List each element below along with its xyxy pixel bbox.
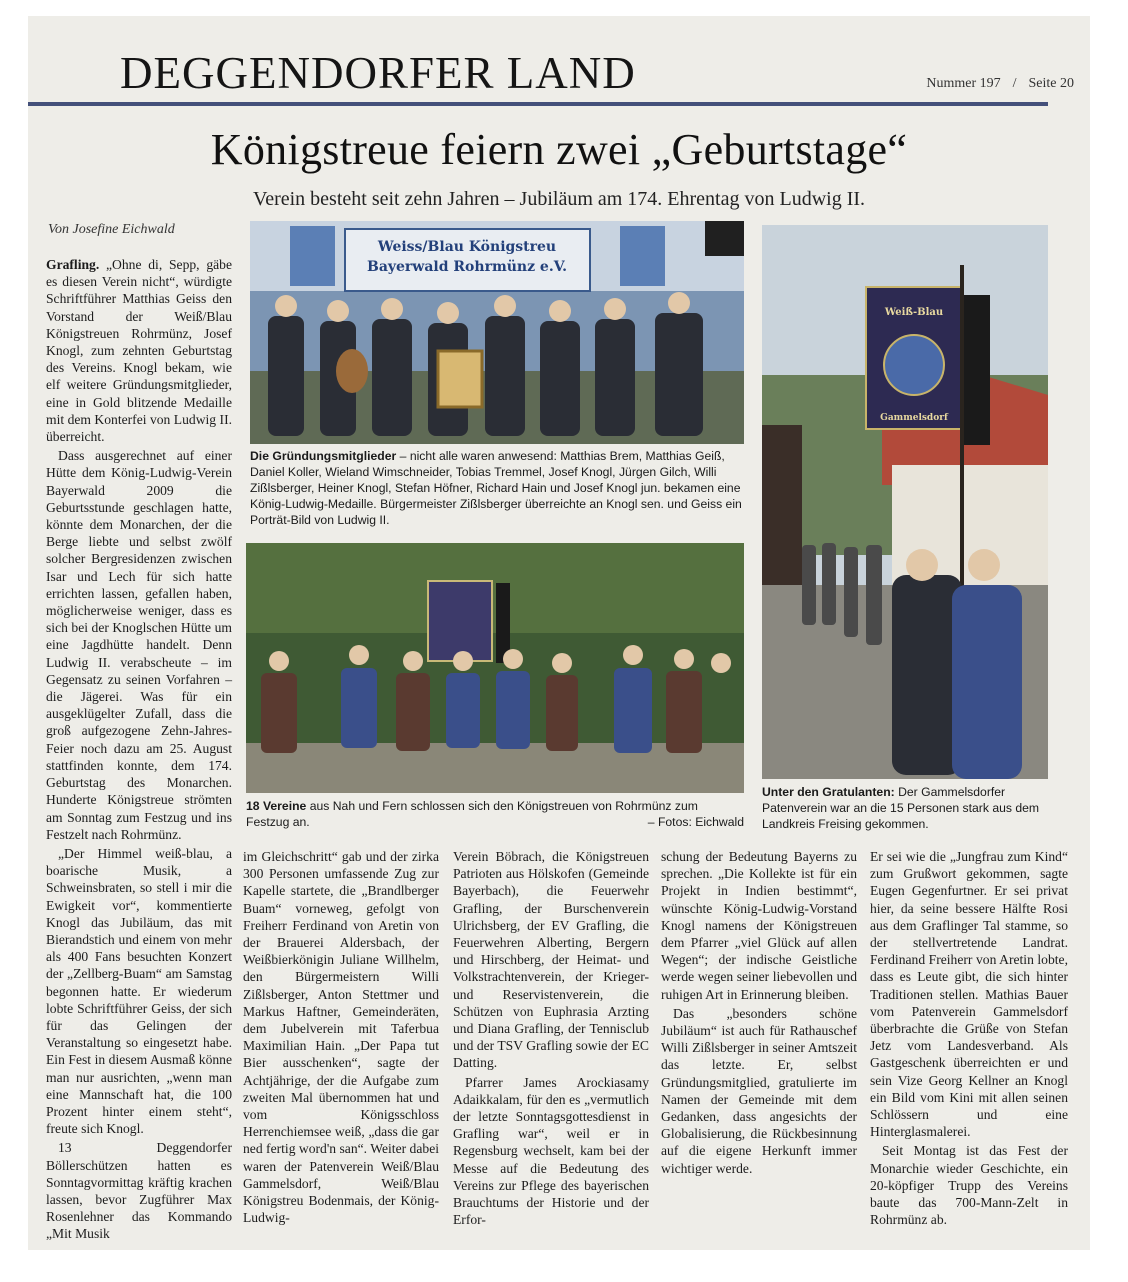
paragraph: Er sei wie die „Jungfrau zum Kind“ zum Grußwort gekommen, sagte Eugen Gegenfurtner. Er sei privat hier, da seine bessere Hälfte Rosi aus dem Graflinger Tal stamme, so der stellvertretende Landrat. Ferdinand Freiherr von Aretin lobte, dass es Leute gibt, die sich hinter Traditionen stellen. Mathias Bauer vom Patenverein Gammelsdorf überbrachte die Grüße von Stefan Jetz vom Landesverband. Als Gastgeschenk überreichten er und sein Vize Georg Kellner an Knogl ein Bild vom Kini mit allen seinen Schlössern und eine Hinterglasmalerei. bbox=[870, 849, 1068, 1140]
article-column-2 bbox=[243, 848, 439, 1228]
paragraph: 13 Deggendorfer Böllerschützen hatten es Sonntagvormittag kräftig krachen lassen, bevor Zugführer Max Rosenlehner das Kommando „Mit Musik bbox=[46, 1140, 232, 1242]
caption-clubs-group bbox=[246, 798, 744, 830]
paragraph: „Der Himmel weiß-blau, a boarische Musik, a Schweinsbraten, so stell i mir die Ewigkeit vor“, kommentierte Knogl das Jubiläum, das mit Bierandstich und einem von mehr als 400 Fans besuchten Konzert der „Zellberg-Buam“ am Samstag begonnen hatte. Er wiederum lobte Schriftführer Geiss, der sich für das Gelingen der Veranstaltung so eingesetzt habe. Ein Fest in diesem Ausmaß könne man nur ausrichten, „wenn man eine Mannschaft hat, die 100 Prozent hinter einem steht“, freute sich Knogl. bbox=[46, 845, 232, 1137]
caption-lead: Unter den Gratulanten: bbox=[762, 785, 895, 799]
caption-text: – nicht alle waren anwesend: Matthias Brem, Matthias Geiß, Daniel Koller, Wieland Wimschneider, Tobias Tremmel, Josef Knogl, Jürgen Gilch, Willi Zißlsberger, Heiner Knogl, Stefan Höfner, Richard Hain und Josef Knogl jun. bekamen eine König-Ludwig-Medaille. Bürgermeister Zißlsberger überreichte an Knogl sen. und Geiss ein Porträt-Bild von Ludwig II. bbox=[250, 449, 742, 527]
paragraph: Verein Böbrach, die Königstreuen Patrioten aus Hölskofen (Gemeinde Bayerbach), die Feuerwehr Grafling, der Burschenverein Ulrichsberg, der EV Grafling, die Feuerwehren Alberting, Bergern und Hirschberg, der Heimat- und Volkstrachtenverein, der Krieger- und Reservistenverein, die Schützen von Euphrasia Arzting und Diana Grafling, der Tennisclub und der TSV Grafling sowie der EC Datting. bbox=[453, 849, 649, 1071]
caption-founding-members bbox=[250, 448, 744, 528]
article-column-4 bbox=[661, 848, 857, 1179]
article-column-3 bbox=[453, 848, 649, 1230]
paragraph: Dass ausgerechnet auf einer Hütte dem König-Ludwig-Verein Bayerwald 2009 die Geburtsstunde geschlagen hatte, könnte dem Monarchen, der die Berge liebte und selbst zwölf solcher Bergresidenzen zwischen Isar und Lech für sich hatte errichten lassen, gefallen haben, möglicherweise weniger, dass es sich bei der Knoglschen Hütte um eine Jagdhütte handelt. Denn Ludwig II. verabscheute – im Gegensatz zu seinen Vorfahren – die Jägerei. Was für ein ausgeklügelter Zufall, dass die groß aufgezogene Zehn-Jahres-Feier noch dazu am 25. August stattfinden konnte, dem 174. Geburtstag des Monarchen. Hunderte Königstreue strömten am Sonntag zum Festzug und ins Festzelt nach Rohrmünz. bbox=[46, 448, 232, 842]
caption-gammelsdorf-flag bbox=[762, 784, 1052, 832]
paragraph: Das „besonders schöne Jubiläum“ ist auch für Rathauschef Willi Zißlsberger in seiner Amtszeit das letzte. Er, selbst Gründungsmitglied, gratulierte im Namen der Gemeinde mit dem Gedanken, dass angesichts der Globalisierung, die Rückbesinnung auf die eigene Herkunft immer wichtiger werde. bbox=[661, 1005, 857, 1176]
photo-clubs-group bbox=[246, 543, 744, 793]
masthead bbox=[120, 48, 1074, 98]
byline: Von Josefine Eichwald bbox=[48, 222, 175, 237]
caption-lead: Die Gründungsmitglieder bbox=[250, 449, 397, 463]
caption-text: aus Nah und Fern schlossen sich den Königstreuen von Rohrmünz zum Festzug an. bbox=[246, 799, 698, 829]
flag-text-line1: Weiß-Blau bbox=[884, 307, 944, 318]
issue-number: Nummer 197 bbox=[926, 76, 1001, 91]
paragraph: Grafling. „Ohne di, Sepp, gäbe es diesen Verein nicht“, würdigte Schriftführer Matthias Geiss den Vorstand der Weiß/Blau Königstreuen Rohrmünz, Josef Knogl, zum zehnten Geburtstag des Vereins. Knogl bekam, wie elf weitere Gründungsmitglieder, eine in Gold blitzende Medaille mit dem Konterfei von Ludwig II. überreicht. bbox=[46, 257, 232, 445]
paragraph: im Gleichschritt“ gab und der zirka 300 Personen umfassende Zug zur Kapelle startete, die „Brandlberger Buam“ vorneweg, gefolgt von Freiherr Ferdinand von Aretin von der Brauerei Aldersbach, der Weißbierkönigin Juliane Willhelm, den Bürgermeistern Willi Zißlsberger, Anton Stettmer und Markus Haftner, Gemeinderäten, dem Jubelverein mit Taferbua Maximilian Hain. „Der Papa tut Bier ausschenken“, sagte der Achtjährige, der die Aufgabe zum zweiten Mal übernommen hat und vom Königsschloss Herrenchiemsee weiß, „dass die gar ned fertig word'n san“. Weiter dabei waren der Patenverein Weiß/Blau Gammelsdorf, Weiß/Blau Königstreu Bodenmais, der König-Ludwig- bbox=[243, 849, 439, 1226]
headline: Königstreue feiern zwei „Geburtstage“ bbox=[210, 125, 908, 174]
photo-founding-members bbox=[250, 221, 744, 444]
newspaper-page bbox=[28, 16, 1090, 1250]
issue-info bbox=[920, 76, 1080, 92]
masthead-rule bbox=[28, 102, 1048, 106]
issue-separator: / bbox=[1012, 76, 1017, 91]
subheadline: Verein besteht seit zehn Jahren – Jubiläum am 174. Ehrentag von Ludwig II. bbox=[252, 188, 866, 210]
banner-text-line1: Weiss/Blau Königstreu bbox=[377, 239, 557, 255]
article-column-5 bbox=[870, 848, 1068, 1230]
flag-text-line2: Gammelsdorf bbox=[880, 413, 948, 423]
paragraph: Seit Montag ist das Fest der Monarchie wieder Geschichte, ein 20-köpfiger Trupp des Vereins baute das 700-Mann-Zelt in Rohrmünz ab. bbox=[870, 1143, 1068, 1228]
caption-lead: 18 Vereine bbox=[246, 799, 307, 813]
dateline: Grafling. bbox=[46, 257, 100, 272]
paragraph: schung der Bedeutung Bayerns zu sprechen. „Die Kollekte ist für ein Projekt in Indien bestimmt“, wünschte König-Ludwig-Vorstand Knogl namens der Königstreuen dem Pfarrer „viel Glück auf allen Wegen“; der indische Geistliche werde wegen seiner liebevollen und ruhigen Art in Erinnerung bleiben. bbox=[661, 849, 857, 1002]
photo-credit: – Fotos: Eichwald bbox=[647, 815, 744, 829]
photo-gammelsdorf-flag bbox=[762, 225, 1048, 779]
banner-text-line2: Bayerwald Rohrmünz e.V. bbox=[366, 259, 568, 275]
paragraph: Pfarrer James Arockiasamy Adaikkalam, für den es „vermutlich der letzte Sonntagsgottesdienst in Grafling war“, weil er in Regensburg wechselt, kam bei der Messe auf die Bedeutung des Vereins zur Pflege des bayerischen Brauchtums der Historie und der Erfor- bbox=[453, 1074, 649, 1228]
caption-text: Der Gammelsdorfer Patenverein war an die 15 Personen stark aus dem Landkreis Freising gekommen. bbox=[762, 785, 1040, 831]
article-column-1 bbox=[46, 256, 232, 1245]
page-number: Seite 20 bbox=[1028, 76, 1074, 91]
section-name: DEGGENDORFER LAND bbox=[120, 48, 636, 98]
